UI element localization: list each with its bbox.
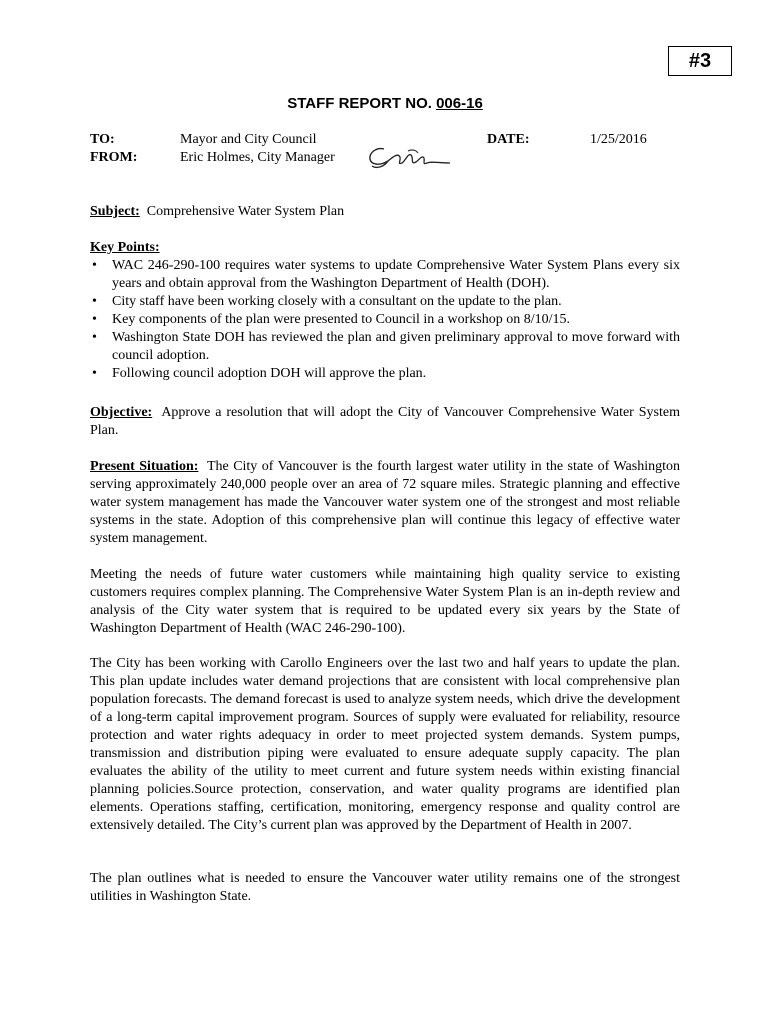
list-item: • Following council adoption DOH will approve the plan. — [92, 366, 427, 381]
present-situation-text: The City of Vancouver is the fourth largest water utility in the state of Washington serving approximately 240,000 people over an area of 72 square miles. Strategic planning and effective water system management has made the Vancouver water system one of the strongest and most reliable systems in the state. Adoption of this comprehensive plan will continue this legacy of effective water system management. — [90, 459, 680, 546]
list-item: • Key components of the plan were presented to Council in a workshop on 8/10/15. — [92, 312, 571, 327]
report-title — [0, 94, 770, 114]
list-item: • Washington State DOH has reviewed the plan and given preliminary approval to move forward with council adoption. — [92, 330, 680, 363]
objective-text: Approve a resolution that will adopt the City of Vancouver Comprehensive Water System Plan. — [90, 405, 680, 438]
from-value: Eric Holmes, City Manager — [180, 150, 335, 165]
list-item: • WAC 246-290-100 requires water systems to update Comprehensive Water System Plans every six years and obtain approval from the Washington Department of Health (DOH). — [92, 258, 680, 291]
key-points-list — [90, 257, 680, 383]
to-value: Mayor and City Council — [180, 132, 317, 147]
body-paragraph-3: The plan outlines what is needed to ensure the Vancouver water utility remains one of the strongest utilities in Washington State. — [90, 871, 680, 904]
report-title-prefix: STAFF REPORT NO. — [287, 95, 437, 112]
body-paragraph-2: The City has been working with Carollo Engineers over the last two and half years to update the plan. This plan update includes water demand projections that are consistent with local comprehensive plan population forecasts. The demand forecast is used to analyze system needs, which drive the development of a long-term capital improvement program. Sources of supply were evaluated for reliability, resource protection and water rights adequacy in order to meet projected system demands. System pumps, transmission and distribution piping were evaluated to ensure adequate supply capacity. The plan evaluates the ability of the utility to meet current and future system needs within existing financial planning policies.Source protection, conservation, and water quality programs are identified plan elements. Operations staffing, certification, monitoring, emergency response and quality control are extensively detailed. The City’s current plan was approved by the Department of Health in 2007. — [90, 656, 680, 833]
list-item: • City staff have been working closely with a consultant on the update to the plan. — [92, 294, 562, 309]
signature-image — [364, 141, 454, 177]
present-situation-label: Present Situation: — [90, 459, 199, 474]
objective-paragraph — [90, 404, 680, 440]
date-value: 1/25/2016 — [590, 132, 647, 147]
objective-label: Objective: — [90, 405, 153, 420]
subject-text: Comprehensive Water System Plan — [146, 204, 345, 219]
to-label: TO: — [90, 132, 115, 147]
page-number-box: #3 — [668, 46, 732, 76]
subject-line — [90, 203, 680, 221]
subject-label: Subject: — [90, 204, 140, 219]
key-points-section — [90, 239, 680, 383]
body-paragraph-1: Meeting the needs of future water customers while maintaining high quality service to existing customers requires complex planning. The Comprehensive Water System Plan is an in-depth review and analysis of the City water system that is required to be updated every six years by the State of Washington Department of Health (WAC 246-290-100). — [90, 567, 680, 636]
present-situation-paragraph — [90, 458, 680, 548]
date-label: DATE: — [487, 132, 530, 147]
report-number: 006-16 — [436, 95, 483, 112]
from-label: FROM: — [90, 150, 138, 165]
key-points-heading: Key Points: — [90, 240, 160, 255]
